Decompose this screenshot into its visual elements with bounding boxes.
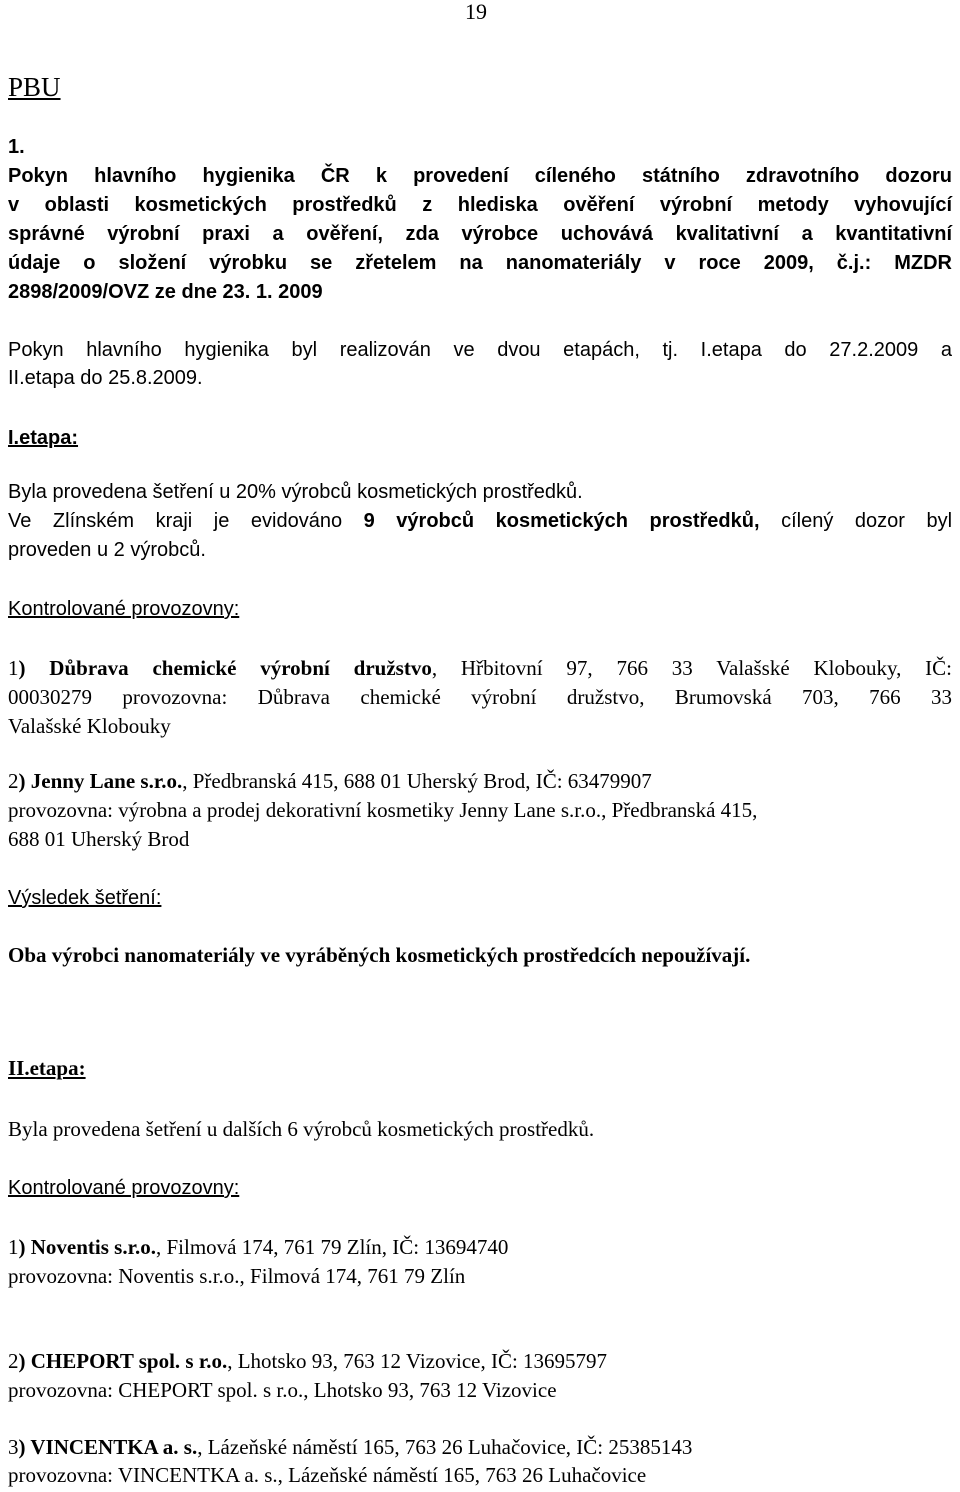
- item-number: 2: [8, 1349, 19, 1373]
- intro-line: Pokyn hlavního hygienika byl realizován ve dvou etapách, tj. I.etapa do 27.2.2009 a: [8, 339, 952, 361]
- stage2-item-line1: [8, 1347, 607, 1376]
- item-number: 1: [8, 1235, 19, 1259]
- stage1-item1-line3: Valašské Klobouky: [8, 714, 171, 738]
- title-line: správné výrobní praxi a ověření, zda výrobce uchovává kvalitativní a kvantitativní: [8, 223, 952, 245]
- title-line: údaje o složení výrobku se zřetelem na nanomateriály v roce 2009, č.j.: MZDR: [8, 252, 952, 274]
- stage2-controlled-label: Kontrolované provozovny:: [8, 1177, 240, 1199]
- stage2-item-line1: [8, 1433, 692, 1462]
- stage2-item-line2: provozovna: CHEPORT spol. s r.o., Lhotsko 93, 763 12 Vizovice: [8, 1378, 557, 1402]
- stage1-line2-c: cílený dozor byl: [759, 510, 953, 532]
- title-line: v oblasti kosmetických prostředků z hlediska ověření výrobní metody vyhovující: [8, 194, 952, 216]
- company-address: , Lázeňské náměstí 165, 763 26 Luhačovice, IČ: 25385143: [197, 1435, 693, 1459]
- stage1-heading: I.etapa:: [8, 427, 79, 449]
- stage1-line2: [8, 507, 952, 536]
- section-number: 1.: [8, 136, 25, 158]
- stage2-item-line1: [8, 1233, 508, 1262]
- company-name: ) Důbrava chemické výrobní družstvo: [18, 656, 432, 680]
- company-name: ) VINCENTKA a. s.: [18, 1435, 198, 1459]
- stage2-line1: Byla provedena šetření u dalších 6 výrobců kosmetických prostředků.: [8, 1117, 595, 1141]
- page-number: 19: [465, 0, 487, 24]
- company-address: , Předbranská 415, 688 01 Uherský Brod, IČ: 63479907: [182, 769, 652, 793]
- item-number: 1: [8, 656, 19, 680]
- company-name: ) CHEPORT spol. s r.o.: [18, 1349, 228, 1373]
- stage1-line2-b: 9 výrobců kosmetických prostředků,: [363, 510, 760, 532]
- item-number: 3: [8, 1435, 19, 1459]
- title-line: 2898/2009/OVZ ze dne 23. 1. 2009: [8, 281, 323, 303]
- stage1-item1-line1: [8, 654, 952, 683]
- company-name: ) Noventis s.r.o.: [18, 1235, 156, 1259]
- stage1-item2-line2: provozovna: výrobna a prodej dekorativní kosmetiky Jenny Lane s.r.o., Předbranská 415,: [8, 798, 758, 822]
- stage1-item2-line3: 688 01 Uherský Brod: [8, 827, 190, 851]
- stage1-controlled-label: Kontrolované provozovny:: [8, 598, 240, 620]
- stage1-item2-line1: [8, 767, 652, 796]
- company-address: , Lhotsko 93, 763 12 Vizovice, IČ: 13695797: [227, 1349, 608, 1373]
- stage1-line3: proveden u 2 výrobců.: [8, 539, 206, 561]
- stage1-item1-line2: 00030279 provozovna: Důbrava chemické výrobní družstvo, Brumovská 703, 766 33: [8, 685, 952, 709]
- stage1-result-text: Oba výrobci nanomateriály ve vyráběných kosmetických prostředcích nepoužívají.: [8, 943, 751, 967]
- stage2-item-line2: provozovna: Noventis s.r.o., Filmová 174, 761 79 Zlín: [8, 1264, 466, 1288]
- stage1-line1: Byla provedena šetření u 20% výrobců kosmetických prostředků.: [8, 481, 583, 503]
- item-number: 2: [8, 769, 19, 793]
- document-header: PBU: [8, 72, 61, 102]
- intro-line: II.etapa do 25.8.2009.: [8, 367, 203, 389]
- company-address: , Hřbitovní 97, 766 33 Valašské Klobouky, IČ:: [431, 656, 953, 680]
- stage1-result-label: Výsledek šetření:: [8, 887, 162, 909]
- company-address: , Filmová 174, 761 79 Zlín, IČ: 13694740: [155, 1235, 509, 1259]
- title-line: Pokyn hlavního hygienika ČR k provedení cíleného státního zdravotního dozoru: [8, 165, 952, 187]
- stage1-line2-a: Ve Zlínském kraji je evidováno: [8, 510, 364, 532]
- company-name: ) Jenny Lane s.r.o.: [18, 769, 183, 793]
- stage2-heading: II.etapa:: [8, 1056, 86, 1080]
- stage2-item-line2: provozovna: VINCENTKA a. s., Lázeňské náměstí 165, 763 26 Luhačovice: [8, 1463, 647, 1487]
